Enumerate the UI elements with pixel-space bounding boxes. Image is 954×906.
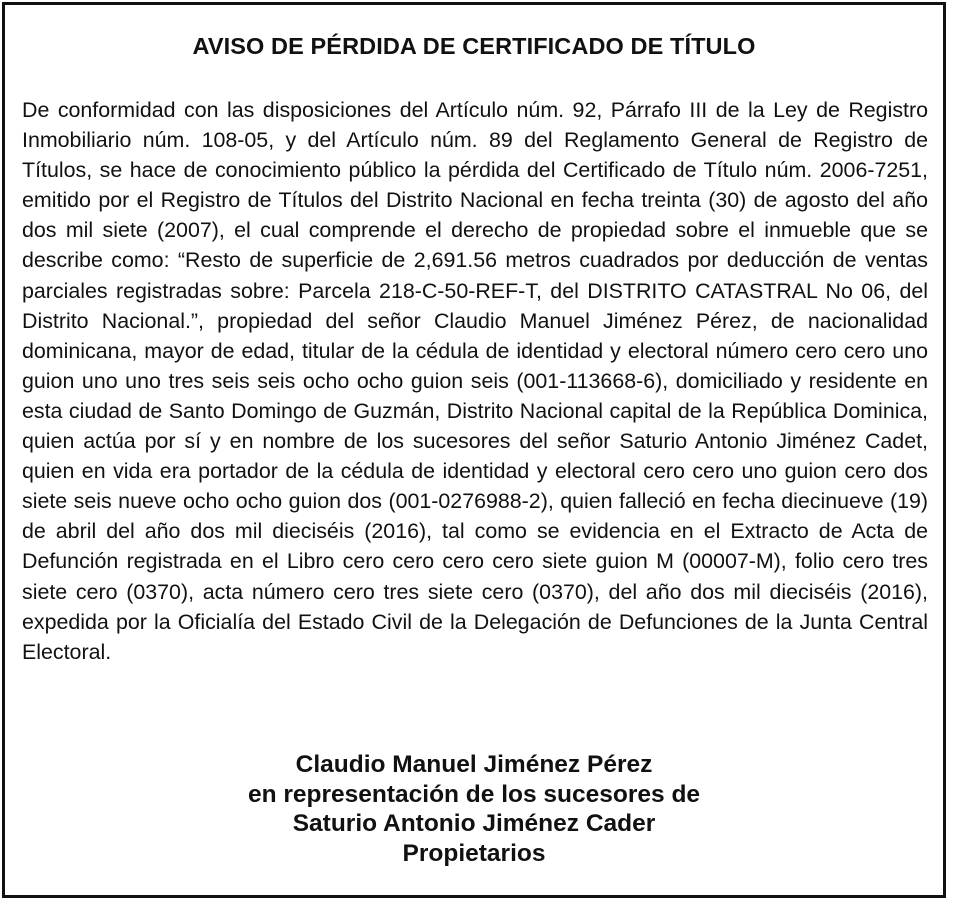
signature-block [5,750,943,868]
notice-title: AVISO DE PÉRDIDA DE CERTIFICADO DE TÍTULO [192,33,756,59]
signature-represented: Saturio Antonio Jiménez Cader [292,810,656,837]
notice-frame [2,2,946,898]
signature-name: Claudio Manuel Jiménez Pérez [295,751,653,778]
signature-capacity: Propietarios [402,839,546,867]
notice-body: De conformidad con las disposiciones del Artículo núm. 92, Párrafo III de la Ley de Registro Inmobiliario núm. 108-05, y del Artículo núm. 89 del Reglamento General de Registro de Títulos, se hace de conocimiento público la pérdida del Certificado de Título núm. 2006-7251, emitido por el Registro de Títulos del Distrito Nacional en fecha treinta (30) de agosto del año dos mil siete (2007), el cual comprende el derecho de propiedad sobre el inmueble que se describe como: “Resto de superficie de 2,691.56 metros cuadrados por deducción de ventas parciales registradas sobre: Parcela 218-C-50-REF-T, del DISTRITO CATASTRAL No 06, del Distrito Nacional.”, propiedad del señor Claudio Manuel Jiménez Pérez, de nacionalidad dominicana, mayor de edad, titular de la cédula de identidad y electoral número cero cero uno guion uno uno tres seis seis ocho ocho guion seis (001-113668-6), domiciliado y residente en esta ciudad de Santo Domingo de Guzmán, Distrito Nacional capital de la República Dominica, quien actúa por sí y en nombre de los sucesores del señor Saturio Antonio Jiménez Cadet, quien en vida era portador de la cédula de identidad y electoral cero cero uno guion cero dos siete seis nueve ocho ocho guion dos (001-0276988-2), quien falleció en fecha diecinueve (19) de abril del año dos mil dieciséis (2016), tal como se evidencia en el Extracto de Acta de Defunción registrada en el Libro cero cero cero cero siete guion M (00007-M), folio cero tres siete cero (0370), acta número cero tres siete cero (0370), del año dos mil dieciséis (2016), expedida por la Oficialía del Estado Civil de la Delegación de Defunciones de la Junta Central Electoral. [22,98,928,664]
signature-role: en representación de los sucesores de [247,780,701,808]
